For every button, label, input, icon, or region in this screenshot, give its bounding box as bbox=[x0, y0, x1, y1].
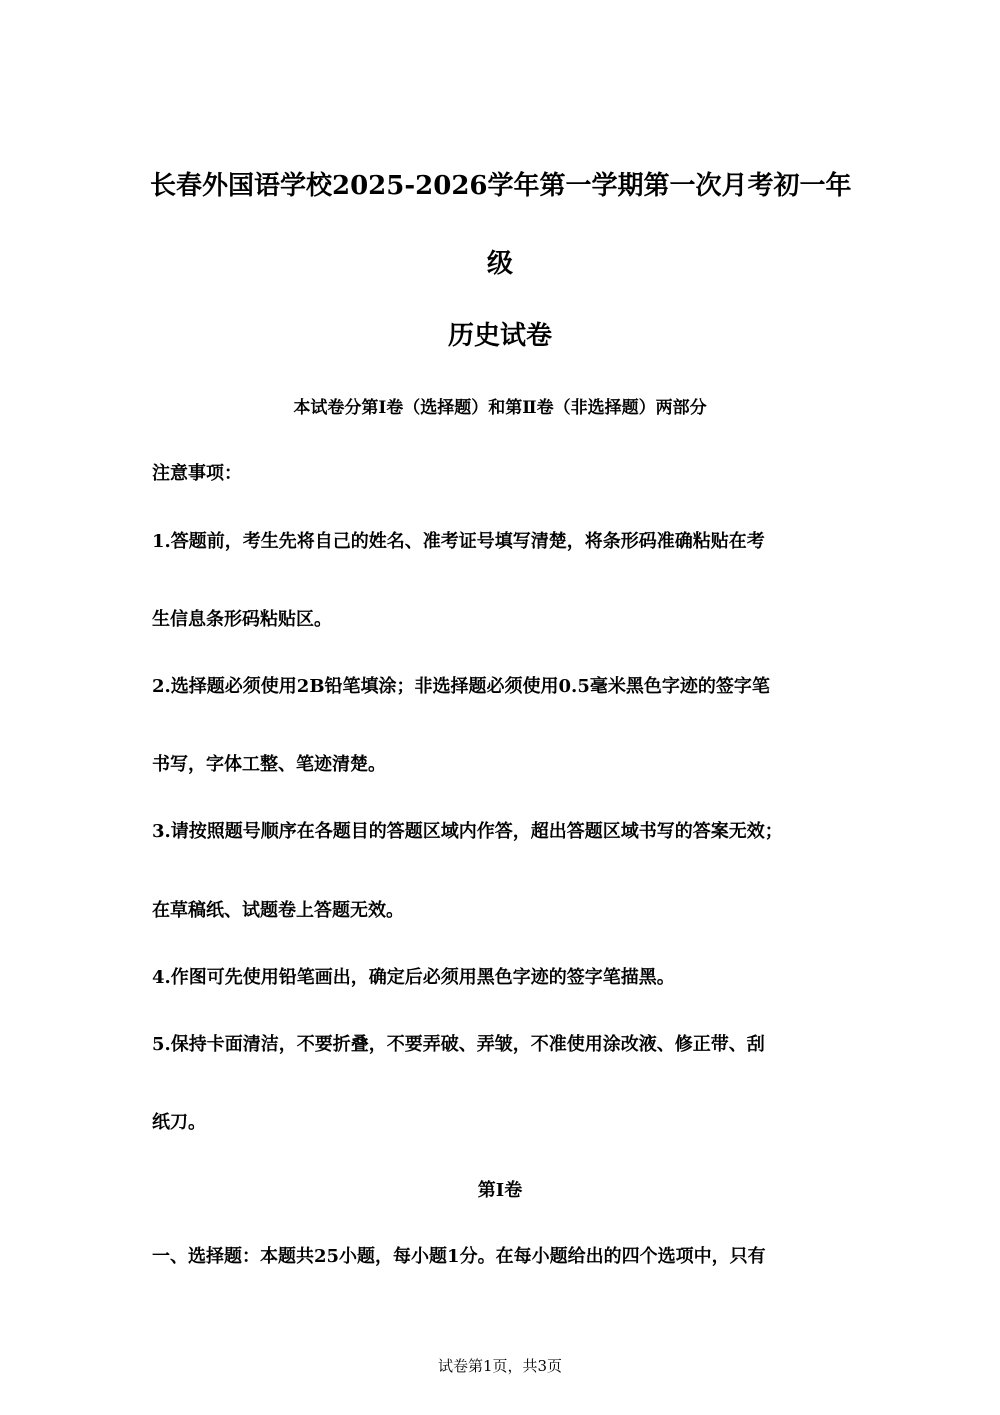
notice-item-2-line-1: 2.选择题必须使用2B铅笔填涂；非选择题必须使用0.5毫米黑色字迹的签字笔 bbox=[152, 676, 770, 697]
exam-title-line-2: 级 bbox=[486, 249, 513, 279]
notice-item-4: 4.作图可先使用铅笔画出，确定后必须用黑色字迹的签字笔描黑。 bbox=[152, 967, 675, 988]
exam-structure-note: 本试卷分第Ⅰ卷（选择题）和第Ⅱ卷（非选择题）两部分 bbox=[293, 398, 707, 418]
notice-item-1-line-1: 1.答题前，考生先将自己的姓名、准考证号填写清楚，将条形码准确粘贴在考 bbox=[152, 531, 765, 552]
exam-subject-title: 历史试卷 bbox=[447, 321, 552, 351]
notice-item-3-line-2: 在草稿纸、试题卷上答题无效。 bbox=[152, 900, 404, 921]
notice-item-1-line-2: 生信息条形码粘贴区。 bbox=[152, 609, 332, 630]
notice-heading: 注意事项： bbox=[152, 463, 242, 484]
page-footer: 试卷第1页，共3页 bbox=[437, 1357, 563, 1375]
exam-title-line-1: 长春外国语学校2025-2026学年第一学期第一次月考初一年 bbox=[150, 171, 852, 201]
notice-item-5-line-1: 5.保持卡面清洁，不要折叠，不要弄破、弄皱，不准使用涂改液、修正带、刮 bbox=[152, 1034, 765, 1055]
question-intro: 一、选择题：本题共25小题，每小题1分。在每小题给出的四个选项中，只有 bbox=[152, 1246, 766, 1267]
notice-item-5-line-2: 纸刀。 bbox=[152, 1112, 206, 1133]
section-heading: 第Ⅰ卷 bbox=[477, 1180, 523, 1201]
notice-item-2-line-2: 书写，字体工整、笔迹清楚。 bbox=[152, 754, 386, 775]
notice-item-3-line-1: 3.请按照题号顺序在各题目的答题区域内作答，超出答题区域书写的答案无效； bbox=[152, 821, 783, 842]
